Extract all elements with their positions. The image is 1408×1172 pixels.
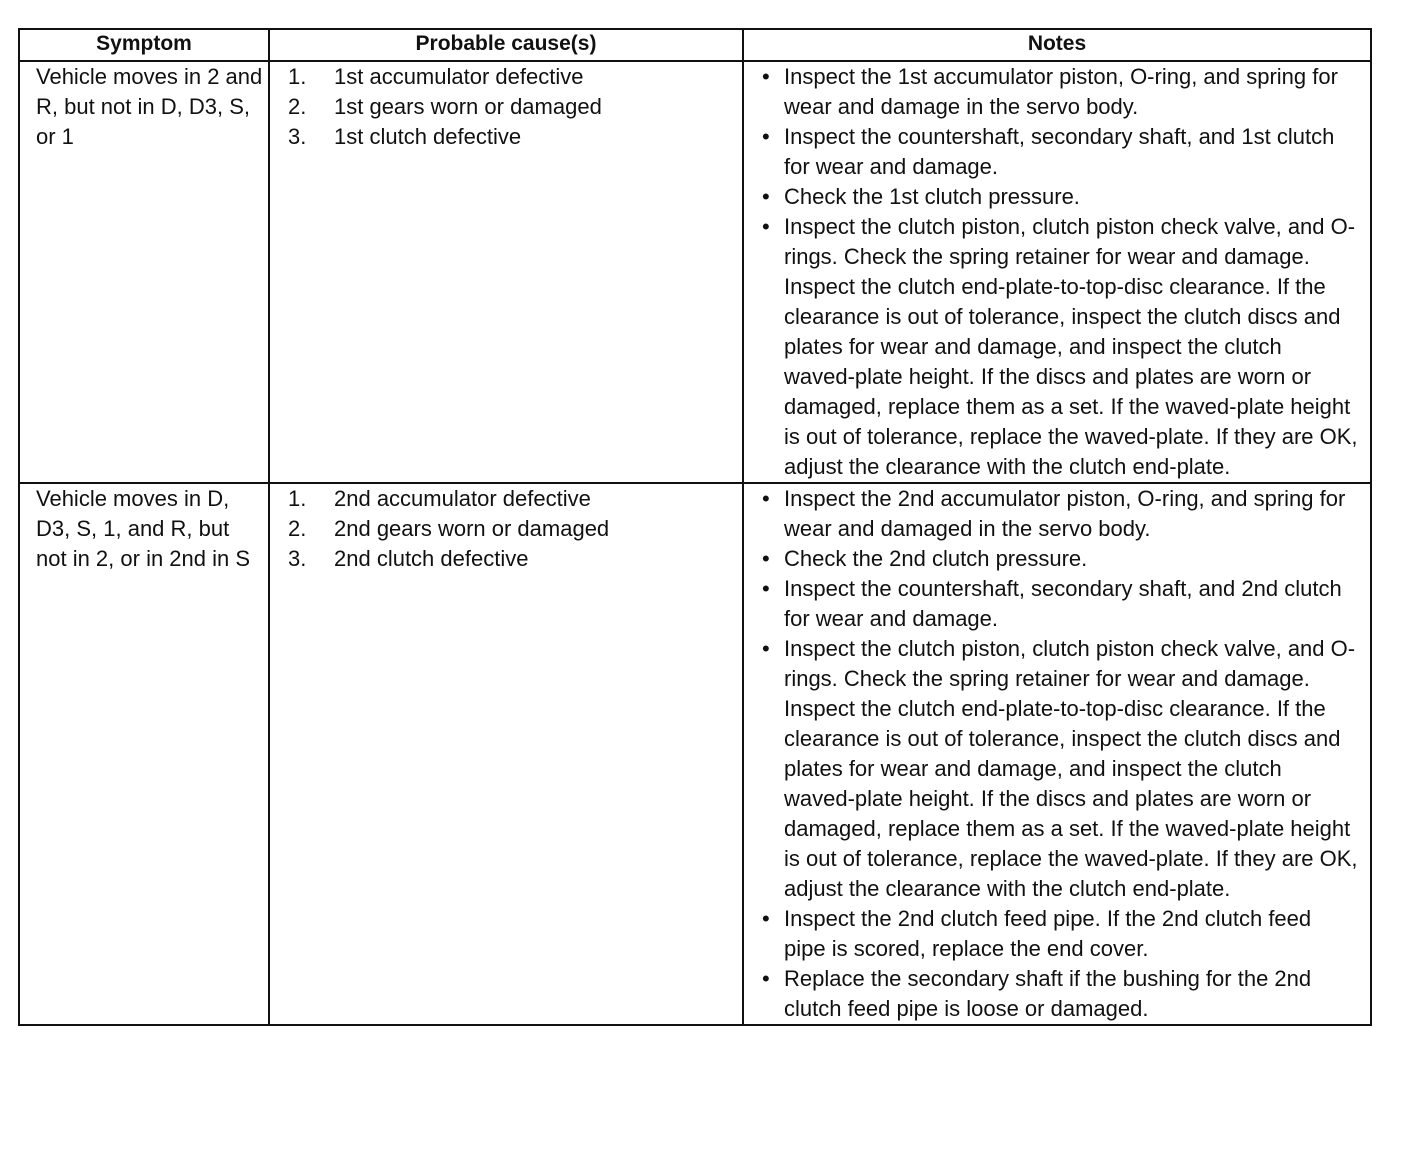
cause-item — [288, 62, 742, 92]
bullet-icon: • — [762, 576, 770, 601]
note-text: Inspect the 2nd accumulator piston, O-ring, and spring for wear and damaged in the servo body. — [784, 486, 1346, 541]
causes-cell — [269, 61, 743, 483]
note-item — [762, 574, 1358, 634]
cause-number: 3. — [288, 124, 307, 149]
bullet-icon: • — [762, 124, 770, 149]
causes-list — [270, 484, 742, 574]
causes-cell — [269, 483, 743, 1025]
bullet-icon: • — [762, 486, 770, 511]
bullet-icon: • — [762, 966, 770, 991]
note-item — [762, 212, 1358, 482]
cause-text: 2nd clutch defective — [334, 546, 529, 571]
cause-item — [288, 484, 742, 514]
header-row — [19, 29, 1371, 61]
symptom-cell: Vehicle moves in D, D3, S, 1, and R, but not in 2, or in 2nd in S — [19, 483, 269, 1025]
header-probable-causes: Probable cause(s) — [269, 29, 743, 61]
table-row — [19, 61, 1371, 483]
symptom-cell: Vehicle moves in 2 and R, but not in D, D3, S, or 1 — [19, 61, 269, 483]
bullet-icon: • — [762, 214, 770, 239]
notes-list — [744, 484, 1370, 1024]
bullet-icon: • — [762, 184, 770, 209]
cause-text: 2nd accumulator defective — [334, 486, 591, 511]
bullet-icon: • — [762, 546, 770, 571]
table-row — [19, 483, 1371, 1025]
cause-number: 1. — [288, 64, 307, 89]
note-text: Inspect the 1st accumulator piston, O-ring, and spring for wear and damage in the servo body. — [784, 64, 1338, 119]
note-text: Inspect the countershaft, secondary shaft, and 2nd clutch for wear and damage. — [784, 576, 1342, 631]
header-notes: Notes — [743, 29, 1371, 61]
note-item — [762, 904, 1358, 964]
note-text: Check the 2nd clutch pressure. — [784, 546, 1088, 571]
cause-number: 2. — [288, 516, 307, 541]
note-text: Replace the secondary shaft if the bushing for the 2nd clutch feed pipe is loose or damaged. — [784, 966, 1312, 1021]
cause-item — [288, 514, 742, 544]
note-text: Check the 1st clutch pressure. — [784, 184, 1080, 209]
note-text: Inspect the 2nd clutch feed pipe. If the 2nd clutch feed pipe is scored, replace the end cover. — [784, 906, 1312, 961]
cause-text: 1st accumulator defective — [334, 64, 584, 89]
bullet-icon: • — [762, 64, 770, 89]
note-text: Inspect the clutch piston, clutch piston check valve, and O-rings. Check the spring retainer for wear and damage. Inspect the clutch end-plate-to-top-disc clearance. If the clearance is out of tolerance, inspect the clutch discs and plates for wear and damage, and inspect the clutch waved-plate height. If the discs and plates are worn or damaged, replace them as a set. If the waved-plate height is out of tolerance, replace the waved-plate. If they are OK, adjust the clearance with the clutch end-plate. — [784, 214, 1358, 479]
cause-number: 3. — [288, 546, 307, 571]
cause-item — [288, 92, 742, 122]
note-item — [762, 544, 1358, 574]
note-item — [762, 62, 1358, 122]
bullet-icon: • — [762, 636, 770, 661]
notes-cell — [743, 61, 1371, 483]
causes-list — [270, 62, 742, 152]
bullet-icon: • — [762, 906, 770, 931]
troubleshooting-table — [18, 28, 1372, 1026]
cause-text: 1st gears worn or damaged — [334, 94, 602, 119]
note-item — [762, 634, 1358, 904]
cause-number: 1. — [288, 486, 307, 511]
note-item — [762, 964, 1358, 1024]
note-text: Inspect the countershaft, secondary shaft, and 1st clutch for wear and damage. — [784, 124, 1335, 179]
note-item — [762, 122, 1358, 182]
notes-cell — [743, 483, 1371, 1025]
cause-text: 1st clutch defective — [334, 124, 522, 149]
cause-text: 2nd gears worn or damaged — [334, 516, 610, 541]
note-text: Inspect the clutch piston, clutch piston check valve, and O-rings. Check the spring retainer for wear and damage. Inspect the clutch end-plate-to-top-disc clearance. If the clearance is out of tolerance, inspect the clutch discs and plates for wear and damage, and inspect the clutch waved-plate height. If the discs and plates are worn or damaged, replace them as a set. If the waved-plate height is out of tolerance, replace the waved-plate. If they are OK, adjust the clearance with the clutch end-plate. — [784, 636, 1358, 901]
header-symptom: Symptom — [19, 29, 269, 61]
note-item — [762, 182, 1358, 212]
cause-item — [288, 544, 742, 574]
note-item — [762, 484, 1358, 544]
notes-list — [744, 62, 1370, 482]
cause-number: 2. — [288, 94, 307, 119]
cause-item — [288, 122, 742, 152]
